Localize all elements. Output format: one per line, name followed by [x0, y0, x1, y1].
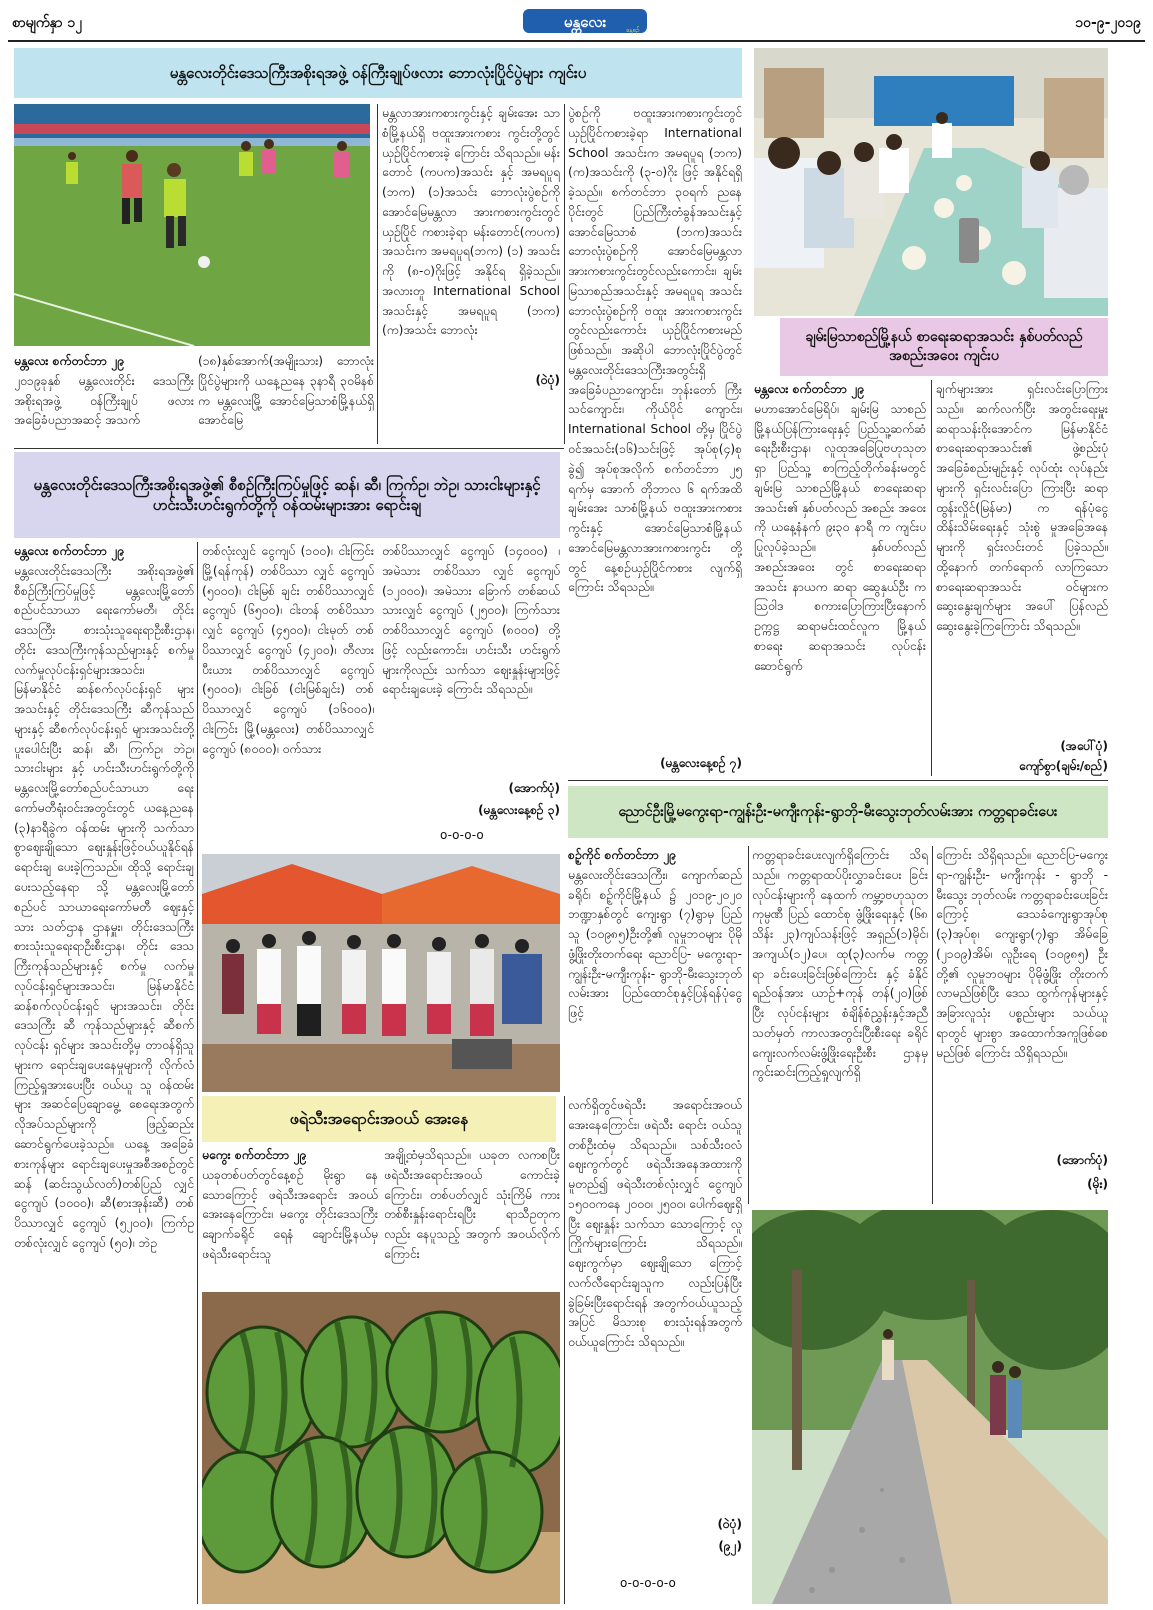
market-photo [202, 854, 560, 1092]
story4-headline: ညောင်ဦးမြို့မကွေးရာ-ကျွန်းဦး-မကျီးကုန်း-ရွာဘို-မီးသွေးဘုတ်လမ်းအား ကတ္တရာခင်းပေး [568, 786, 1108, 838]
story1-col4 [568, 104, 742, 754]
story1-headline: မန္တလေးတိုင်းဒေသကြီးအစိုးရအဖွဲ့ ဝန်ကြီးချုပ်ဖလား ဘောလုံးပြိုင်ပွဲများ ကျင်းပ [14, 48, 742, 98]
story3-text-3: တစ်ပိဿာလျှင် ငွေကျပ် (၁၄၀၀၀) ၊အမဲသား တစ်ပိဿာ လျှင် ငွေကျပ် (၁၂၀၀၀)၊ အမဲသား ခြောက် တစ်ဆယ်သားလျှင် ငွေကျပ် (၂၅၀၀)၊ ကြက်သား တစ်ပိဿာလျှင် ငွေကျပ် (၈၀၀၀) တို့ဖြင့် လည်းကောင်း၊ ဟင်းသီး ဟင်းရွက်များကိုလည်း သက်သာ ဈေးနှုန်းများဖြင့် ရောင်းချပေးခဲ့ ကြောင်း သိရသည်။ [382, 544, 560, 697]
story5-text-2: အချို့ထံမှသိရသည်။ ယခုတ လကစပြီး ဖရဲသီးအရောင်းအဝယ် ကောင်းခဲ့ကြောင်း၊ တစ်ပတ်လျှင် သုံးကြိမ် ကားတစ်စီးနှုန်းရောင်းရပြီး ရာသီဥတုကလည်း နေပူသည့် အတွက် အဝယ်လိုက်ကြောင်း [384, 1148, 560, 1261]
story5-end-mark: o-o-o-o-o [620, 1576, 676, 1590]
story3-end-mark: o-o-o-o [440, 828, 484, 842]
story5-col2 [384, 1146, 560, 1286]
story1-text-4: ပွဲစဉ်ကို ဗထူးအားကစားကွင်းတွင် ယှဉ်ပြိုင်ကစားခဲ့ရာ International School အသင်းက အမရပူရ (ဘက) (က)အသင်းကို (၃-၀)ဂိုး ဖြင့် အနိုင်ရရှိခဲ့သည်။ စက်တင်ဘာ ၃၀ရက် ညနေ ပိုင်းတွင် ပြည်ကြီးတံခွန်အသင်းနှင့် အောင်မြေသာစံ (ဘက)အသင်း ဘောလုံးပွဲစဉ်ကို အောင်မြေမန္တလာ အားကစားကွင်းတွင်လည်းကောင်း၊ ချမ်းမြသာစည်အသင်းနှင့် အမရပူရ အသင်း ဘောလုံးပွဲစဉ်ကို ဗထူး အားကစားကွင်းတွင်လည်းကောင်း ယှဉ်ပြိုင်ကစားမည်ဖြစ်သည်။ အဆိုပါ ဘောလုံးပြိုင်ပွဲတွင် မန္တလေးတိုင်းဒေသကြီးအတွင်းရှိ အခြေခံပညာကျောင်း၊ ဘုန်းတော် ကြီးသင်ကျောင်း၊ ကိုယ်ပိုင် ကျောင်း၊ International School တို့မှ ပြိုင်ပွဲဝင်အသင်း(၁၆)သင်းဖြင့် အုပ်စု(၄)စုခွဲ၍ အုပ်စုအလိုက် စက်တင်ဘာ ၂၅ ရက်မှ အောက် တိုဘာလ ၆ ရက်အထိ ချမ်းအေး သာစံမြို့နယ် ဗထူးအားကစား ကွင်းနှင့် အောင်မြေသာစံမြို့နယ် အောင်မြေမန္တလာအားကစားကွင်း တို့တွင် နေ့စဉ်ယှဉ်ပြိုင်ကစား လျက်ရှိကြောင်း သိရသည်။ [568, 106, 742, 595]
story3-headline: မန္တလေးတိုင်းဒေသကြီးအစိုးရအဖွဲ့၏ စီစဉ်ကြီးကြပ်မှုဖြင့် ဆန်၊ ဆီ၊ ကြက်ဥ၊ ဘဲဥ၊ သားငါးများနှင့် ဟင်းသီးဟင်းရွက်တို့ကို ဝန်ထမ်းများအား ရောင်းချ [14, 452, 560, 538]
story5-col1 [202, 1146, 378, 1286]
story4-byline: စဉ့်ကိုင် စက်တင်ဘာ ၂၉ [568, 848, 676, 862]
logo-text: မန္တလေး [563, 13, 607, 31]
story5-byline: မကွေး စက်တင်ဘာ ၂၉ [202, 1148, 307, 1162]
story5-col3 [568, 1096, 742, 1488]
story3-credit-1: (အောက်ပုံ) [508, 781, 560, 795]
story5-credit-1: (ဝဲပုံ) [717, 1517, 742, 1531]
football-photo [14, 104, 370, 346]
story5-text-3: လက်ရှိတွင်ဖရဲသီး အရောင်းအဝယ် အေးနေကြောင်း၊ ဖရဲသီး ရောင်း ဝယ်သူတစ်ဦးထံမှ သိရသည်။ သစ်သီးဝလံဈေးကွက်တွင် ဖရဲသီးအနေအထားကို မူတည်၍ ဖရဲသီးတစ်လုံးလျှင် ငွေကျပ် ၁၅၀၀ကနေ ၂၀၀၀၊ ၂၅၀၀၊ ပေါက်ဈေးရှိပြီး ဈေးနှုန်း သက်သာ သောကြောင့် လူကြိုက်များကြောင်း သိရသည်။ ဈေးကွက်မှာ ဈေးချိုသော ကြောင့် လက်လီရောင်းချသူက လည်းပြန်ပြီး ခွဲခြမ်းပြီးရောင်းရန် အတွက်ဝယ်ယူသည့်အပြင် မိသားစု စားသုံးရန်အတွက်ဝယ်ယူကြောင်း သိရသည်။ [568, 1098, 742, 1350]
story4-credit-1: (အောက်ပုံ) [1056, 1153, 1108, 1167]
watermelon-photo [202, 1292, 560, 1604]
story5-text-1: ယခုတစ်ပတ်တွင်နေ့စဉ် မိုးရွာ နေသောကြောင့် ဖရဲသီးအရောင်း အဝယ်အေးနေကြောင်း၊ မကွေး တိုင်းဒေသကြီးချောက်ခရိုင် ရေနံ ချောင်းမြို့နယ်မှ ဖရဲသီးရောင်းသူ [202, 1167, 378, 1261]
story2-col2 [936, 380, 1108, 740]
story1-byline: မန္တလေး စက်တင်ဘာ ၂၉ [14, 354, 124, 368]
story5-headline: ဖရဲသီးအရောင်းအဝယ် အေးနေ [202, 1096, 556, 1142]
story2-text-1: မဟာအောင်မြေရိပ်၊ ချမ်းမြ သာစည်မြို့နယ်ပြန်ကြားရေးနှင့် ပြည်သူ့ဆက်ဆံရေးဦးစီးဌာန၊ လူထုအခြေပြုဗဟုသုတရှာ ပြည်သူ့ စာကြည့်တိုက်ခန်းမတွင် ချမ်းမြ သာစည်မြို့နယ် စာရေးဆရာ အသင်း၏ နှစ်ပတ်လည် အစည်း အဝေးကို ယနေ့နံနက် ၉း၃၀ နာရီ က ကျင်းပပြုလုပ်ခဲ့သည်။ နှစ်ပတ်လည်အစည်းအဝေး တွင် စာရေးဆရာအသင်း နာယက ဆရာ ဆွေနှယ်ဦး က သြဝါဒ စကားပြောကြားပြီးနောက် ဥက္ကဋ္ဌ ဆရာမင်းထင်လူက မြို့နယ် စာရေး ဆရာအသင်း လုပ်ငန်းဆောင်ရွက် [754, 401, 926, 673]
page-number: စာမျက်နှာ ၁၂ [12, 15, 83, 31]
story3-col3 [382, 542, 560, 772]
story4-text-1: မန္တလေးတိုင်းဒေသကြီး၊ ကျောက်ဆည်ခရိုင်၊ စဉ့်ကိုင်မြို့နယ် ၌ ၂၀၁၉-၂၀၂၀ ဘဏ္ဍာနှစ်တွင် ကျေးရွာ (၇)ရွာမှ ပြည်သူ (၁၀၉၈၅)ဦးတို့၏ လူမှုဘဝများ ပိုမိုဖွံ့ဖြိုးတိုးတက်ရေး ညောင်ပြ- မကွေးရာ-ကျွန်းဦး-မကျီးကုန်း- ရွာဘို-မီးသွေးဘုတ် လမ်းအား ပြည်ထောင်စုနှင့်ပြန်ရန်ပုံငွေဖြင့် [568, 867, 742, 1021]
story2-credit-1: (အပေါ်ပုံ) [1060, 739, 1108, 753]
story4-text-3: ကြောင်း သိရှိရသည်။ ညောင်ပြ-မကွေးရာ-ကျွန်းဦး- မကျီးကုန်း - ရွာဘို - မီးသွေး ဘုတ်လမ်း ကတ္တရာခင်းပေးခြင်း ကြောင့် ဒေသခံကျေးရွာအုပ်စု (၃)အုပ်စု၊ ကျေးရွာ(၇)ရွာ အိမ်ခြေ (၂၁၀၉)အိမ်၊ လူဦးရေ (၁၀၉၈၅) ဦးတို့၏ လူမှုဘဝများ ပိုမိုဖွံ့ဖြိုး တိုးတက်လာမည်ဖြစ်ပြီး ဒေသ ထွက်ကုန်များနှင့် အခြားလူသုံး ပစ္စည်းများ သယ်ယူရာတွင် များစွာ အထောက်အကူဖြစ်စေမည်ဖြစ် ကြောင်း သိရှိရသည်။ [936, 848, 1108, 1060]
story3-text-1: မန္တလေးတိုင်းဒေသကြီး အစိုးရအဖွဲ့၏ စီစဉ်ကြီးကြပ်မှုဖြင့် မန္တလေးမြို့တော်စည်ပင်သာယာ ရေးကော်မတီ၊ တိုင်းဒေသကြီး စားသုံးသူရေးရာဦးစီးဌာန၊ တိုင်း ဒေသကြီးကုန်သည်များနှင့် စက်မှု လက်မှုလုပ်ငန်းရှင်များအသင်း၊ မြန်မာနိုင်ငံ ဆန်စက်လုပ်ငန်းရှင် များအသင်းနှင့် တိုင်းဒေသကြီး ဆီကုန်သည်များနှင့် ဆီစက်လုပ်ငန်းရှင် များအသင်းတို့ပူးပေါင်းပြီး ဆန်၊ ဆီ၊ ကြက်ဥ၊ ဘဲဥ၊ သားငါးများ နှင့် ဟင်းသီးဟင်းရွက်တို့ကို မန္တလေးမြို့တော်စည်ပင်သာယာ ရေးကော်မတီရုံးဝင်းအတွင်းတွင် ယနေ့ညနေ (၃)နာရီခွဲက ဝန်ထမ်း များကို သက်သာစွာဈေးချိုသော ဈေးနှုန်းဖြင့်ဝယ်ယူနိုင်ရန် ရောင်းချ ပေးခဲ့ကြသည်။ ထိုသို့ ရောင်းချပေးသည့်နေရာ သို့ မန္တလေးမြို့တော်စည်ပင် သာယာရေးကော်မတီ ဈေးနှင့်သား သတ်ဌာန ဌာနမှူး၊ တိုင်းဒေသကြီး စားသုံးသူရေးရာဦးစီးဌာန၊ တိုင်း ဒေသကြီးကုန်သည်များနှင့် စက်မှု လက်မှုလုပ်ငန်းရှင်များအသင်း၊ မြန်မာနိုင်ငံ ဆန်စက်လုပ်ငန်းရှင် များအသင်း၊ တိုင်းဒေသကြီး ဆီ ကုန်သည်များနှင့် ဆီစက်လုပ်ငန်း ရှင်များ အသင်းတို့မှ တာဝန်ရှိသူ များက ရောင်းချပေးနေမှုများကို လိုက်လံ ကြည့်ရှုအားပေးပြီး ဝယ်ယူ သူ ဝန်ထမ်းများ အဆင်ပြေချောမွေ့ စေရေးအတွက် လိုအပ်သည်များကို ဖြည့်ဆည်းဆောင်ရွက်ပေးခဲ့သည်။ ယနေ့ အခြေခံစားကုန်များ ရောင်းချပေးမှုအစီအစဉ်တွင် ဆန် (ဆင်းသွယ်လတ်)တစ်ပြည် လျှင် ငွေကျပ် (၁၀၀၀)၊ ဆီ(စားအုန်းဆီ) တစ်ပိဿာလျှင် ငွေကျပ် (၅၂၀၀)၊ ကြက်ဥ တစ်လုံးလျှင် ငွေကျပ် (၅၀)၊ ဘဲဥ [14, 563, 194, 1250]
story2-credit-2: ကျော်စွာ(ချမ်း/စည်) [1018, 759, 1108, 773]
story1-col3 [382, 104, 560, 444]
story1-col2-tail [198, 352, 374, 444]
story3-col1 [14, 542, 194, 1604]
story4-col1 [568, 846, 742, 1090]
story5-credit-2: (၉၂) [718, 1539, 742, 1553]
story2-text-2: ချက်များအား ရှင်းလင်းပြောကြား သည်။ ဆက်လက်ပြီး အတွင်းရေးမှူး ဆရာသန်းဝိုးအောင်က မြန်မာနိုင်ငံ စာရေးဆရာအသင်း၏ ဖွဲ့စည်းပုံ အခြေခံစည်းမျဉ်းနှင့် လုပ်ထုံး လုပ်နည်းများကို ရှင်းလင်းပြော ကြားပြီး ဆရာထွန်းလှိုင်(မြန်မာ) က ရန်ပုံငွေထိန်းသိမ်းရေးနှင့် သုံးစွဲ မှုအခြေအနေများကို ရှင်းလင်းတင် ပြခဲ့သည်။ ထို့နောက် တက်ရောက် လာကြသော စာရေးဆရာအသင်း ဝင်များက ဆွေးနွေးချက်များ အပေါ် ပြန်လည်ဆွေးနွေးခဲ့ကြကြောင်း သိရသည်။ [936, 382, 1108, 634]
story3-text-2: တစ်လုံးလျှင် ငွေကျပ် (၁၀၀)၊ ငါးကြင်းမြို့(ရန်ကုန်) တစ်ပိဿာ လျှင် ငွေကျပ် (၅၀၀၀)၊ ငါးမြစ် ချင်း တစ်ပိဿာလျှင် ငွေကျပ် (၆၅၀၀)၊ ငါးတန် တစ်ပိဿာလျှင် ငွေကျပ် (၄၅၀၀)၊ ငါးမုတ် တစ် ပိဿာလျှင် ငွေကျပ် (၄၂၀၀)၊ တီလားပီးယား တစ်ပိဿာလျှင် ငွေကျပ် (၅၀၀၀)၊ ငါးခြစ် (ငါးမြစ်ချင်း) တစ်ပိဿာလျှင် ငွေကျပ် (၁၆၀၀၀)၊ ငါးကြင်း မြို့(မန္တလေး) တစ်ပိဿာလျှင် ငွေကျပ် (၈၀၀၀)၊ ဝက်သား [202, 544, 374, 756]
story1-col1-tail [14, 352, 194, 444]
story2-headline: ချမ်းမြသာစည်မြို့နယ် စာရေးဆရာအသင်း နှစ်ပတ်လည် အစည်းအဝေး ကျင်းပ [780, 318, 1108, 376]
logo-sub: နေ့စဉ် [626, 27, 640, 34]
story1-credit-2: (မန္တလေးနေ့စဉ် ၇) [660, 756, 742, 770]
meeting-photo [754, 48, 1108, 316]
road-photo [752, 1210, 1108, 1604]
story4-col3 [936, 846, 1108, 1146]
story3-byline: မန္တလေး စက်တင်ဘာ ၂၉ [14, 544, 124, 558]
masthead [8, 2, 1145, 42]
story2-col1 [754, 380, 926, 776]
story4-col2 [752, 846, 928, 1204]
story3-credit-2: (မန္တလေးနေ့စဉ် ၃) [478, 803, 560, 817]
story3-col2 [202, 542, 374, 852]
story1-credit-1: (ဝဲပုံ) [535, 373, 560, 387]
story1-text-3: မန္တလာအားကစားကွင်းနှင့် ချမ်းအေး သာစံမြို့နယ်ရှိ ဗထူးအားကစား ကွင်းတို့တွင် ယှဉ်ပြိုင်ကစားခဲ့ ကြောင်း သိရသည်။ မန်းတောင် (ကပက)အသင်း နှင့် အမရပူရ (ဘက) (၁)အသင်း ဘောလုံးပွဲစဉ်ကို အောင်မြေမန္တလာ အားကစားကွင်းတွင် ယှဉ်ပြိုင် ကစားခဲ့ရာ မန်းတောင်(ကပက) အသင်းက အမရပူရ(ဘက) (၁) အသင်းကို (၈-၀)ဂိုးဖြင့် အနိုင်ရ ရှိခဲ့သည်။ အလားတူ International School အသင်းနှင့် အမရပူရ (ဘက) (က)အသင်း ဘောလုံး [382, 106, 560, 338]
story4-credit-2: (မိုး) [1087, 1177, 1108, 1191]
issue-date: ၁၀-၉-၂၀၁၉ [1075, 15, 1141, 31]
story4-text-2: ကတ္တရာခင်းပေးလျက်ရှိကြောင်း သိရသည်။ ကတ္တရာထပ်ပိုးလွှာခင်းပေး ခြင်း လုပ်ငန်းများကို နေထက် ကမ္ဘာ့ဗဟုသုတကုမ္ပဏီ ပြည် ထောင်စု ဖွံ့ဖြိုးရေးနှင့် (၆၈ သိန်း ၂၃)ကျပ်သန်းဖြင့် အရှည်(၁)မိုင်၊ အကျယ်(၁၂)ပေ၊ ထု(၃)လက်မ ကတ္တရာ ခင်းပေးခြင်းဖြစ်ကြောင်း နှင့် ခံနိုင်ရည်ဝန်အား ယာဉ်+ကုန် တန်(၂၀)ဖြစ်ပြီး လုပ်ငန်းများ စံချိန်စံညွှန်းနှင့်အညီ သတ်မှတ် ကာလအတွင်းပြီးစီးရေး ခရိုင် ကျေးလက်လမ်းဖွံ့ဖြိုးရေးဦးစီး ဌာနမှ ကွင်းဆင်းကြည့်ရှုလျက်ရှိ [752, 848, 928, 1080]
newspaper-logo [521, 6, 649, 36]
story2-byline: မန္တလေး စက်တင်ဘာ ၂၉ [754, 382, 864, 396]
story1-text-1: ၂၀၁၉ခုနှစ် မန္တလေးတိုင်း ဒေသကြီးအစိုးရအဖွဲ့ ဝန်ကြီးချုပ် ဖလား အခြေခံပညာအဆင့် အသက် [14, 373, 194, 428]
story1-text-2: (၁၈)နှစ်အောက်(အမျိုးသား) ဘောလုံးပြိုင်ပွဲများကို ယနေ့ညနေ ၃နာရီ ၃၀မိနစ်က မန္တလေးမြို့ အောင်မြေသာစံမြို့နယ်ရှိ အောင်မြေ [198, 354, 374, 428]
